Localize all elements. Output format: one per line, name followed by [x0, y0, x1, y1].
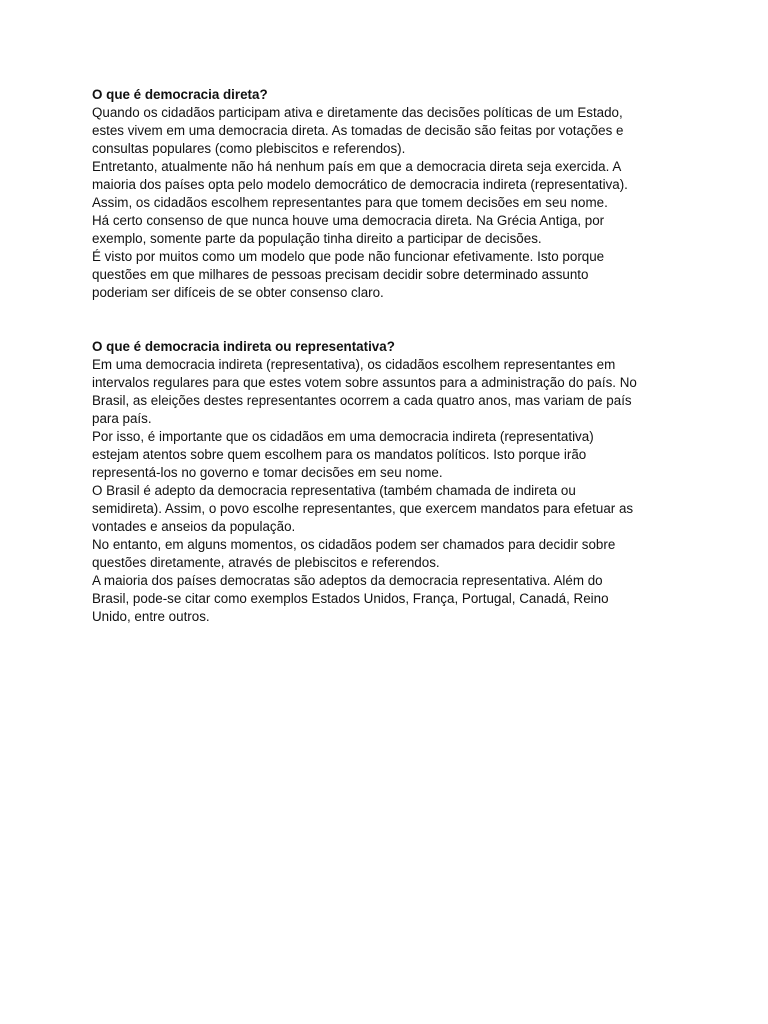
text-line: estejam atentos sobre quem escolhem para os mandatos políticos. Isto porque irão	[92, 447, 587, 462]
paragraph	[92, 248, 682, 302]
text-line: A maioria dos países democratas são adeptos da democracia representativa. Além do	[92, 573, 603, 588]
document-page	[92, 86, 682, 626]
text-line: Quando os cidadãos participam ativa e diretamente das decisões políticas de um Estado,	[92, 105, 623, 120]
text-line: Entretanto, atualmente não há nenhum país em que a democracia direta seja exercida. A	[92, 159, 622, 174]
text-line: Unido, entre outros.	[92, 609, 210, 624]
paragraph	[92, 572, 682, 626]
paragraph	[92, 482, 682, 536]
text-line: Em uma democracia indireta (representativa), os cidadãos escolhem representantes em	[92, 357, 616, 372]
text-line: Assim, os cidadãos escolhem representantes para que tomem decisões em seu nome.	[92, 195, 608, 210]
text-line: poderiam ser difíceis de se obter consenso claro.	[92, 285, 384, 300]
text-line: É visto por muitos como um modelo que pode não funcionar efetivamente. Isto porque	[92, 249, 605, 264]
text-line: representá-los no governo e tomar decisões em seu nome.	[92, 465, 443, 480]
text-line: consultas populares (como plebiscitos e referendos).	[92, 141, 406, 156]
text-line: Por isso, é importante que os cidadãos em uma democracia indireta (representativa)	[92, 429, 594, 444]
text-line: O Brasil é adepto da democracia representativa (também chamada de indireta ou	[92, 483, 576, 498]
text-line: Há certo consenso de que nunca houve uma democracia direta. Na Grécia Antiga, por	[92, 213, 605, 228]
text-line: maioria dos países opta pelo modelo democrático de democracia indireta (representativa).	[92, 177, 628, 192]
section-heading: O que é democracia direta?	[92, 87, 268, 102]
section-heading: O que é democracia indireta ou representativa?	[92, 339, 395, 354]
paragraph	[92, 212, 682, 248]
text-line: questões diretamente, através de plebiscitos e referendos.	[92, 555, 440, 570]
text-line: para país.	[92, 411, 152, 426]
text-line: No entanto, em alguns momentos, os cidadãos podem ser chamados para decidir sobre	[92, 537, 616, 552]
text-line: exemplo, somente parte da população tinha direito a participar de decisões.	[92, 231, 542, 246]
text-line: Brasil, as eleições destes representantes ocorrem a cada quatro anos, mas variam de país	[92, 393, 632, 408]
paragraph	[92, 104, 682, 158]
paragraph	[92, 158, 682, 212]
paragraph	[92, 356, 682, 428]
text-line: questões em que milhares de pessoas precisam decidir sobre determinado assunto	[92, 267, 589, 282]
section-democracia-direta	[92, 86, 682, 302]
paragraph	[92, 428, 682, 482]
paragraph	[92, 536, 682, 572]
section-democracia-indireta	[92, 338, 682, 626]
text-line: estes vivem em uma democracia direta. As tomadas de decisão são feitas por votações e	[92, 123, 624, 138]
text-line: vontades e anseios da população.	[92, 519, 296, 534]
text-line: semidireta). Assim, o povo escolhe representantes, que exercem mandatos para efetuar as	[92, 501, 634, 516]
text-line: Brasil, pode-se citar como exemplos Estados Unidos, França, Portugal, Canadá, Reino	[92, 591, 609, 606]
text-line: intervalos regulares para que estes votem sobre assuntos para a administração do país. No	[92, 375, 637, 390]
